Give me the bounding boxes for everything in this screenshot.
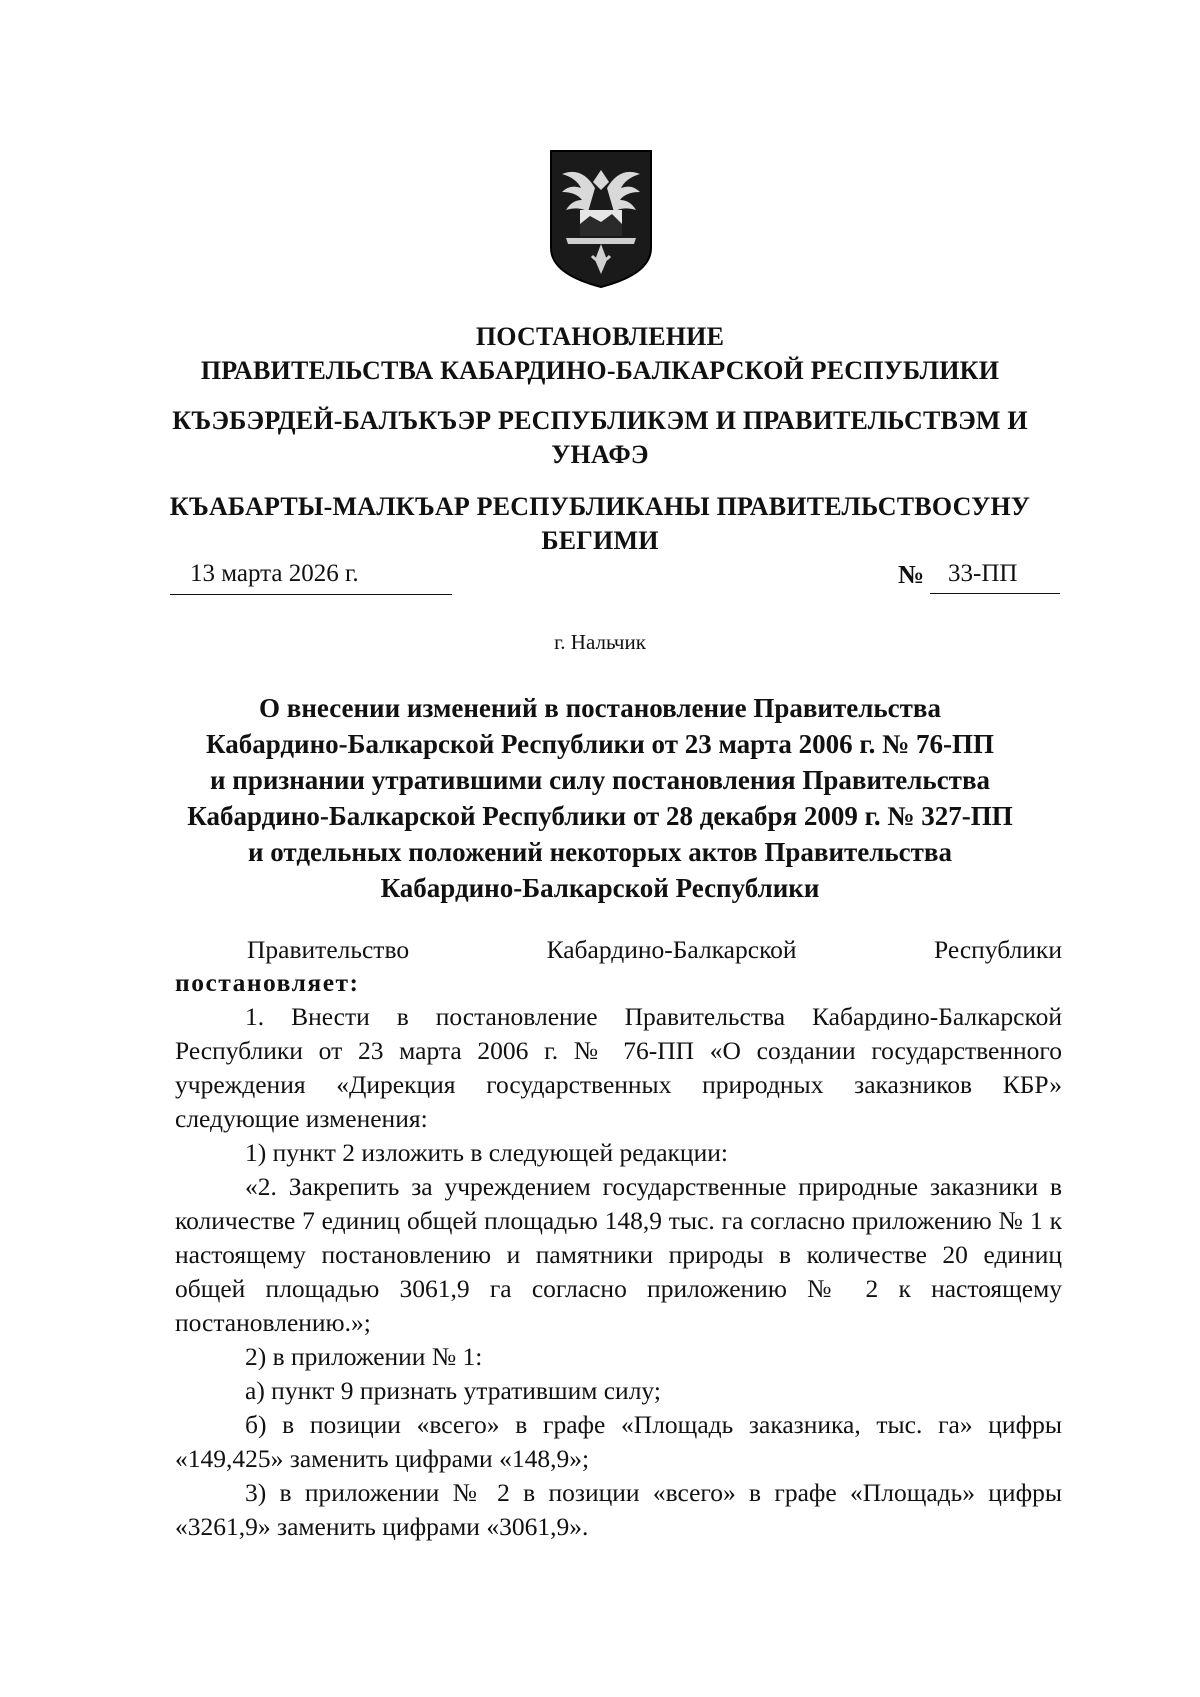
preamble-word: Кабардино-Балкарской <box>546 935 797 964</box>
issuer-heading: ПРАВИТЕЛЬСТВА КАБАРДИНО-БАЛКАРСКОЙ РЕСПУБЛИКИ <box>200 356 1000 385</box>
preamble-word: Правительство <box>247 935 410 964</box>
balkar-heading-line1: КЪАБАРТЫ-МАЛКЪАР РЕСПУБЛИКАНЫ ПРАВИТЕЛЬСТВОСУНУ <box>169 492 1031 521</box>
title-line: Кабардино-Балкарской Республики от 23 марта 2006 г. № 76-ПП <box>205 729 995 759</box>
document-header-kabardian <box>0 404 1200 472</box>
balkar-heading-line2: БЕГИМИ <box>541 526 659 555</box>
document-title <box>150 690 1050 906</box>
coat-of-arms-icon <box>548 148 654 290</box>
body-paragraph: 2) в приложении № 1: <box>245 1342 483 1371</box>
document-number: 33-ПП <box>930 560 1060 594</box>
body-paragraph: 3) в приложении № 2 в позиции «всего» в графе «Площадь» цифры «3261,9» заменить цифрами «3061,9». <box>175 1478 1062 1541</box>
preamble-line <box>175 933 1062 967</box>
body-paragraph: а) пункт 9 признать утратившим силу; <box>245 1376 661 1405</box>
title-line: и признании утратившими силу постановления Правительства <box>209 765 991 795</box>
body-paragraph: б) в позиции «всего» в графе «Площадь заказника, тыс. га» цифры «149,425» заменить цифрами «148,9»; <box>175 1410 1062 1473</box>
title-line: Кабардино-Балкарской Республики <box>380 873 820 903</box>
number-sign: № <box>898 560 925 589</box>
title-line: и отдельных положений некоторых актов Правительства <box>247 837 953 867</box>
preamble-word: Республики <box>934 935 1062 964</box>
kabardian-heading-line1: КЪЭБЭРДЕЙ-БАЛЪКЪЭР РЕСПУБЛИКЭМ И ПРАВИТЕЛЬСТВЭМ И <box>172 406 1028 435</box>
decides-word: постановляет: <box>175 968 360 997</box>
title-line: О внесении изменений в постановление Правительства <box>259 693 941 723</box>
body-paragraph: «2. Закрепить за учреждением государственные природные заказники в количестве 7 единиц общей площадью 148,9 тыс. га согласно приложению № 1 к настоящему постановлению и памятники природы в количестве 20 единиц общей площадью 3061,9 га согласно приложению № 2 к настоящему постановлению.»; <box>175 1172 1062 1337</box>
title-line: Кабардино-Балкарской Республики от 28 декабря 2009 г. № 327-ПП <box>187 801 1013 831</box>
body-paragraph: 1. Внести в постановление Правительства Кабардино-Балкарской Республики от 23 марта 2006 г. № 76-ПП «О создании государственного учреждения «Дирекция государственных природных заказников КБР» следующие изменения: <box>175 1002 1062 1133</box>
document-header-main <box>0 320 1200 388</box>
kabardian-heading-line2: УНАФЭ <box>551 440 649 469</box>
document-body <box>175 1000 1062 1544</box>
document-city: г. Нальчик <box>554 630 646 654</box>
body-paragraph: 1) пункт 2 изложить в следующей редакции: <box>245 1138 728 1167</box>
document-date: 13 марта 2026 г. <box>170 560 452 595</box>
document-header-balkar <box>0 490 1200 558</box>
doc-type-heading: ПОСТАНОВЛЕНИЕ <box>475 322 725 351</box>
